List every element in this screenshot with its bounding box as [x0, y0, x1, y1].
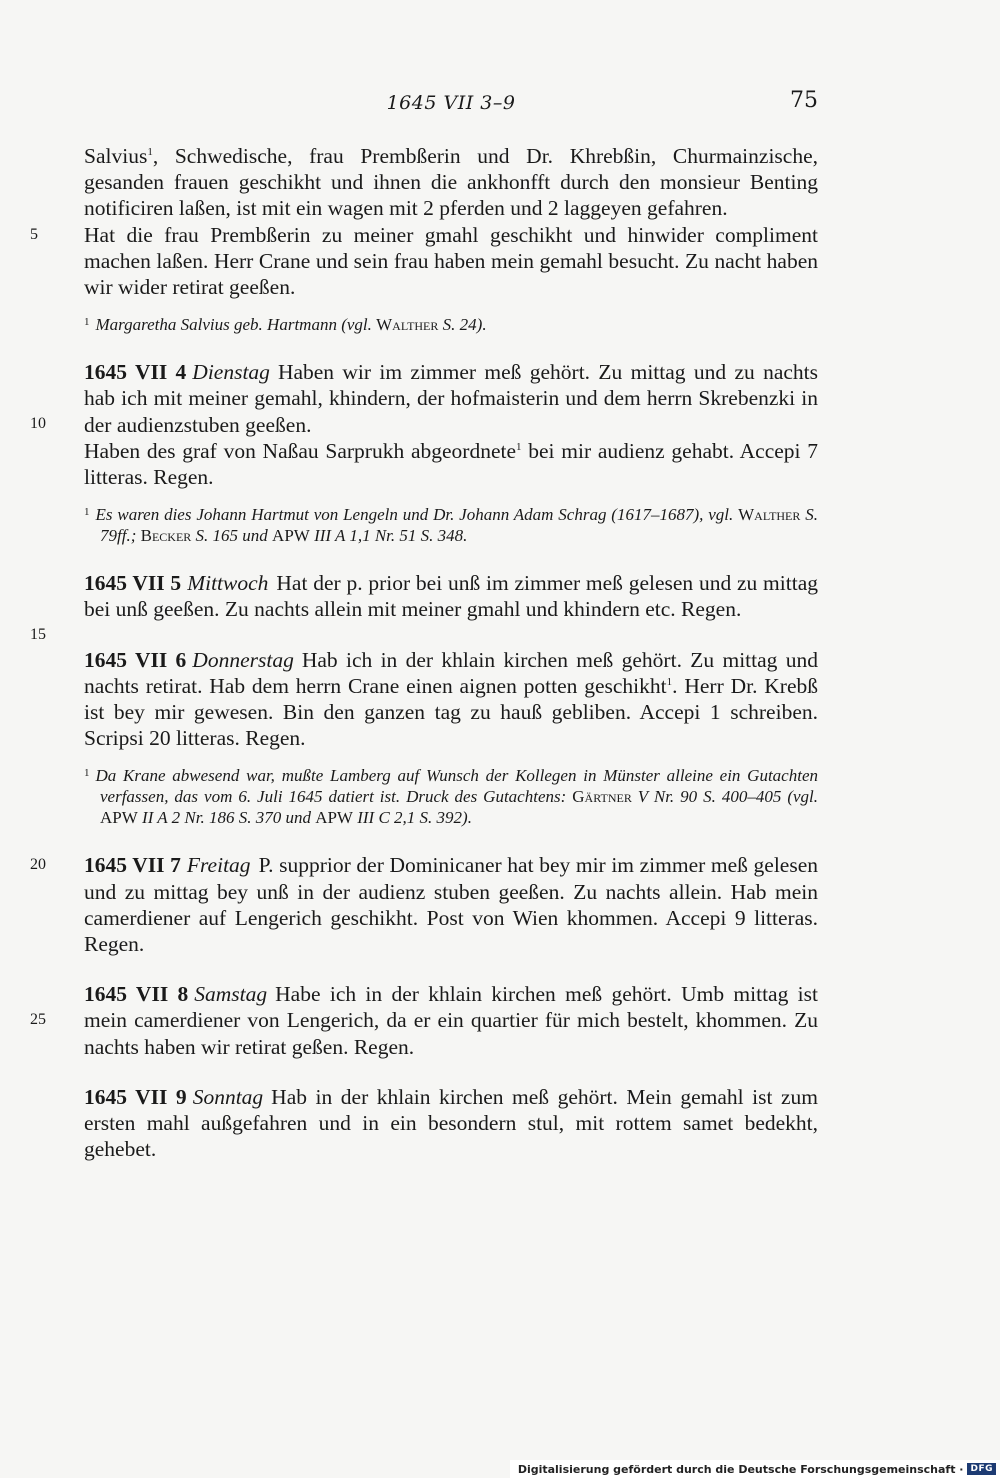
running-head: 1645 VII 3–9	[386, 92, 516, 114]
abbreviation: APW	[315, 808, 353, 828]
footnote-ref: 1	[147, 146, 153, 158]
entry-paragraph	[30, 359, 818, 438]
author-name: Walther	[738, 505, 801, 525]
diary-entry	[30, 852, 819, 957]
entry-date: 1645 VII 4	[84, 360, 187, 385]
abbreviation: APW	[272, 526, 310, 546]
text-run: Haben wir im zimmer meß gehört. Zu mittag und zu nachts hab ich mit meiner gemahl, khindern, der hofmaisterin und dem herrn Skrebenzki in der audienzstuben geeßen.	[84, 360, 818, 437]
text-run: Hat die frau Prembßerin zu meiner gmahl geschikht und hinwider compliment machen laßen. Herr Crane und sein frau haben mein gemahl besucht. Zu nacht haben wir wider retirat geeßen.	[84, 222, 818, 300]
intro-paragraph-2	[30, 222, 818, 301]
text-run: V Nr. 90 S. 400–405 (vgl.	[631, 787, 819, 807]
footnote-mark: 1	[84, 316, 90, 329]
text-run: Habe ich in der khlain kirchen meß gehört. Umb mittag ist mein camerdiener von Lengerich, da er ein quartier für mich bestelt, khommen. Zu nachts haben wir retirat geßen. Regen.	[84, 982, 818, 1059]
entry-date: 1645 VII 8	[84, 982, 189, 1007]
entry-paragraph	[30, 852, 819, 957]
diary-entry	[84, 1084, 818, 1163]
entry-weekday: Freitag	[186, 853, 251, 878]
entry-paragraph	[84, 647, 818, 752]
author-name: Gärtner	[572, 787, 632, 807]
footnote	[84, 502, 818, 546]
footnote-mark: 1	[84, 767, 90, 780]
footnote-mark: 1	[84, 506, 90, 519]
entry-weekday: Sonntag	[192, 1084, 264, 1109]
intro-paragraph-1	[84, 143, 818, 222]
text-run: Haben des graf von Naßau Sarprukh abgeordnete	[84, 438, 517, 463]
abbreviation: APW	[100, 808, 138, 828]
text-run: bei mir audienz gehabt. Accepi 7 litteras. Regen.	[84, 438, 818, 490]
entry-date: 1645 VII 5	[84, 571, 182, 596]
footnote-ref: 1	[516, 440, 522, 453]
dfg-logo: DFG	[967, 1463, 996, 1475]
line-number: 15	[30, 626, 46, 644]
entry-date: 1645 VII 6	[84, 647, 187, 672]
line-number: 10	[30, 415, 46, 433]
page-number: 75	[790, 88, 818, 113]
entry-weekday: Samstag	[194, 982, 268, 1007]
entry-date: 1645 VII 9	[84, 1084, 187, 1109]
text-run: Es waren dies Johann Hartmut von Lengeln und Dr. Johann Adam Schrag (1617–1687), vgl.	[95, 505, 739, 525]
text-run: S. 79ff.;	[100, 505, 819, 546]
entry-paragraph	[30, 981, 818, 1060]
text-run: , Schwedische, frau Prembßerin und Dr. Khrebßin, Churmainzische, gesanden frauen geschikht und ihnen die ankhonfft durch den monsieur Benting notificiren laßen, ist mit ein wagen mit 2 pferden und 2 laggeyen gefahren.	[84, 144, 818, 221]
entry-weekday: Mittwoch	[187, 571, 269, 596]
text-run: III A 1,1 Nr. 51 S. 348.	[309, 526, 468, 546]
page-body	[30, 143, 819, 1162]
text-run: II A 2 Nr. 186 S. 370 und	[137, 808, 316, 828]
diary-entry	[84, 647, 818, 829]
diary-entry	[30, 981, 818, 1060]
footnote-ref: 1	[666, 675, 673, 688]
author-name: Walther	[376, 315, 439, 335]
diary-entry	[30, 359, 819, 546]
text-run: P. supprior der Dominicaner hat bey mir im zimmer meß gelesen und zu mittag bey unß in der audienz stuben geeßen. Zu nachts allein. Hab mein camerdiener auf Lengerich geschikht. Post von Wien khommen. Accepi 9 litteras. Regen.	[84, 853, 819, 957]
text-run: Da Krane abwesend war, mußte Lamberg auf Wunsch der Kollegen in Münster alleine ein Gutachten verfassen, das vom 6. Juli 1645 datiert ist. Druck des Gutachtens:	[95, 766, 818, 807]
line-number: 25	[30, 1011, 46, 1029]
entry-paragraph	[84, 1084, 818, 1163]
line-number: 20	[30, 856, 46, 874]
entry-weekday: Donnerstag	[192, 647, 294, 672]
entry-paragraph	[30, 570, 818, 644]
text-run: III C 2,1 S. 392).	[352, 808, 472, 828]
text-run: Hab in der khlain kirchen meß gehört. Mein gemahl ist zum ersten mahl außgefahren und in ein besondern stul, mit rottem samet bedekht, gehebet.	[84, 1084, 818, 1162]
text-run: Salvius	[84, 144, 148, 168]
text-run: Hab ich in der khlain kirchen meß gehört. Zu mittag und nachts retirat. Hab dem herrn Crane einen aignen potten geschikht	[84, 647, 819, 698]
footnote	[84, 763, 818, 828]
text-run: S. 24).	[438, 315, 487, 335]
text-run: . Herr Dr. Krebß ist bey mir gewesen. Bin den ganzen tag zu hauß gebliben. Accepi 1 schreiben. Scripsi 20 litteras. Regen.	[84, 673, 818, 751]
text-run: Margaretha Salvius geb. Hartmann (vgl.	[95, 315, 377, 335]
diary-entry	[30, 570, 818, 644]
footer-text: Digitalisierung gefördert durch die Deutsche Forschungsgemeinschaft ·	[517, 1462, 964, 1476]
author-name: Becker	[140, 526, 192, 546]
page-header	[84, 88, 818, 118]
footnote	[84, 312, 818, 335]
entry-weekday: Dienstag	[192, 360, 270, 385]
entry-date: 1645 VII 7	[84, 853, 181, 878]
digitization-footer	[510, 1460, 1000, 1478]
text-run: S. 165 und	[191, 526, 273, 546]
entry-paragraph	[84, 438, 818, 490]
text-run: Hat der p. prior bei unß im zimmer meß gelesen und zu mittag bei unß geeßen. Zu nachts allein mit meiner gmahl und khindern etc. Regen.	[84, 571, 818, 622]
line-number: 5	[30, 225, 38, 243]
